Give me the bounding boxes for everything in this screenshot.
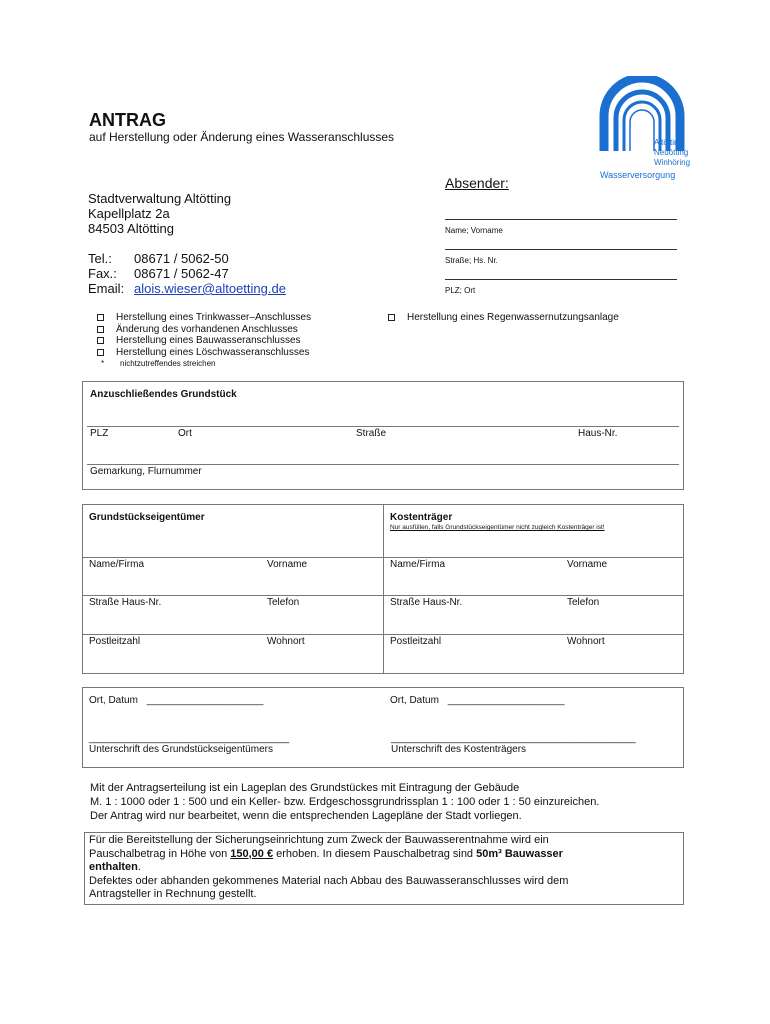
owner-telefon-label: Telefon [267,597,300,608]
notice-line-3 [89,861,681,875]
note-mark: * [101,359,105,368]
notice-text-part: Pauschalbetrag in Höhe von [89,847,231,860]
plot-plz-label: PLZ [90,428,109,439]
fax-value: 08671 / 5062-47 [134,266,229,281]
plot-title: Anzuschließendes Grundstück [90,389,237,400]
sender-street-label: Straße; Hs. Nr. [445,256,498,265]
payer-plz-label: Postleitzahl [390,636,442,647]
payer-vorname-label: Vorname [567,559,608,570]
plot-gemarkung-label: Gemarkung, Flurnummer [90,466,202,477]
notice-line-4: Defektes oder abhanden gekommenes Material nach Abbau des Bauwasseranschlusses wird dem [89,874,569,887]
tel-label: Tel.: [88,251,112,266]
option-label: Herstellung eines Trinkwasser–Anschlusses [116,312,312,323]
owner-wohnort-label: Wohnort [267,636,305,647]
option-label: Herstellung eines Bauwasseranschlusses [116,335,301,346]
info-line-3: Der Antrag wird nur bearbeitet, wenn die entsprechenden Lagepläne der Stadt vorliegen. [90,810,522,822]
notice-included: enthalten [89,861,138,873]
sender-city-label: PLZ; Ort [445,286,476,295]
owner-plz-label: Postleitzahl [89,636,141,647]
plot-divider [87,464,679,465]
fax-label: Fax.: [88,266,117,281]
place-date-label: Ort, Datum [390,695,439,706]
payer-name-label: Name/Firma [390,559,446,570]
option-trinkwasser [97,312,311,324]
checkbox[interactable] [97,314,104,321]
checkbox[interactable] [97,337,104,344]
recipient-line-3: 84503 Altötting [88,221,175,236]
info-paragraph [90,781,690,823]
notice-line-2 [89,848,681,862]
payer-note: Nur ausfüllen, falls Grundstückseigentümer nicht zugleich Kostenträger ist! [390,524,605,531]
option-label: Herstellung eines Regenwassernutzungsanlage [407,312,619,323]
plot-divider [87,426,679,427]
row-divider [82,557,684,558]
sender-name-line[interactable] [445,219,677,220]
email-value [134,281,286,296]
owner-signature-caption: Unterschrift des Grundstückseigentümers [89,744,273,755]
notice-text-part: erhoben. In diesem Pauschalbetrag sind [273,847,477,860]
plot-hausnr-label: Haus-Nr. [578,428,618,439]
payer-signature-caption: Unterschrift des Kostenträgers [391,744,527,755]
row-divider [82,634,684,635]
checkbox[interactable] [388,314,395,321]
place-date-line[interactable]: _____________________ [146,695,264,706]
note-text: nichtzutreffendes streichen [120,359,216,368]
email-label: Email: [88,281,125,296]
plot-ort-label: Ort [178,428,192,439]
sender-street-line[interactable] [445,249,677,250]
logo-text-2: Neuötting [654,148,689,157]
email-link[interactable]: alois.wieser@altoetting.de [134,281,286,296]
payer-signature-line[interactable]: ____________________________________________ [391,733,636,744]
notice-line-1: Für die Bereitstellung der Sicherungseinrichtung zum Zweck der Bauwasserentnahme wird ein [89,834,549,846]
options-list [97,312,311,370]
checkbox[interactable] [97,349,104,356]
notice-dot: . [137,861,141,873]
owner-signature-line[interactable]: ____________________________________ [89,733,290,744]
owner-title: Grundstückseigentümer [89,512,205,523]
logo-text-1: Altötting [654,138,683,147]
recipient-line-1: Stadtverwaltung Altötting [88,191,232,206]
payer-strasse-label: Straße Haus-Nr. [390,597,463,608]
logo-text-3: Winhöring [654,158,691,167]
sender-heading: Absender: [445,175,509,191]
recipient-line-2: Kapellplatz 2a [88,206,170,221]
wasserversorgung-logo [596,76,691,182]
checkbox[interactable] [97,326,104,333]
place-date-label: Ort, Datum [89,695,138,706]
options-note [97,358,311,370]
owner-vorname-label: Vorname [267,559,308,570]
notice-line-5: Antragsteller in Rechnung gestellt. [89,888,257,900]
notice-amount: 150,00 € [230,847,274,860]
payer-telefon-label: Telefon [567,597,600,608]
owner-name-label: Name/Firma [89,559,145,570]
option-regenwasser [388,312,619,324]
info-line-1: Mit der Antragserteilung ist ein Lageplan des Grundstückes mit Eintragung der Gebäude [90,782,520,794]
row-divider [82,595,684,596]
sender-name-label: Name; Vorname [445,226,503,235]
option-bauwasser [97,335,311,347]
form-subtitle: auf Herstellung oder Änderung eines Wasseranschlusses [89,130,395,144]
sender-city-line[interactable] [445,279,677,280]
owner-strasse-label: Straße Haus-Nr. [89,597,162,608]
place-date-line[interactable]: _____________________ [447,695,565,706]
form-title: ANTRAG [89,110,166,130]
tel-value: 08671 / 5062-50 [134,251,229,266]
option-loeschwasser [97,347,311,359]
plot-strasse-label: Straße [356,428,387,439]
owner-place-date [89,695,263,706]
payer-title: Kostenträger [390,512,453,523]
payer-wohnort-label: Wohnort [567,636,605,647]
payer-place-date [390,695,564,706]
option-label: Herstellung eines Löschwasseranschlusses [116,346,310,358]
notice-volume: 50m³ Bauwasser [476,847,563,860]
option-aenderung [97,324,311,336]
logo-text-4: Wasserversorgung [600,170,676,180]
option-label: Änderung des vorhandenen Anschlusses [116,323,298,335]
info-line-2: M. 1 : 1000 oder 1 : 500 und ein Keller- bzw. Erdgeschossgrundrissplan 1 : 100 oder 1 : 50 einzureichen. [90,796,600,808]
column-divider [383,504,384,674]
notice-text [89,834,681,902]
